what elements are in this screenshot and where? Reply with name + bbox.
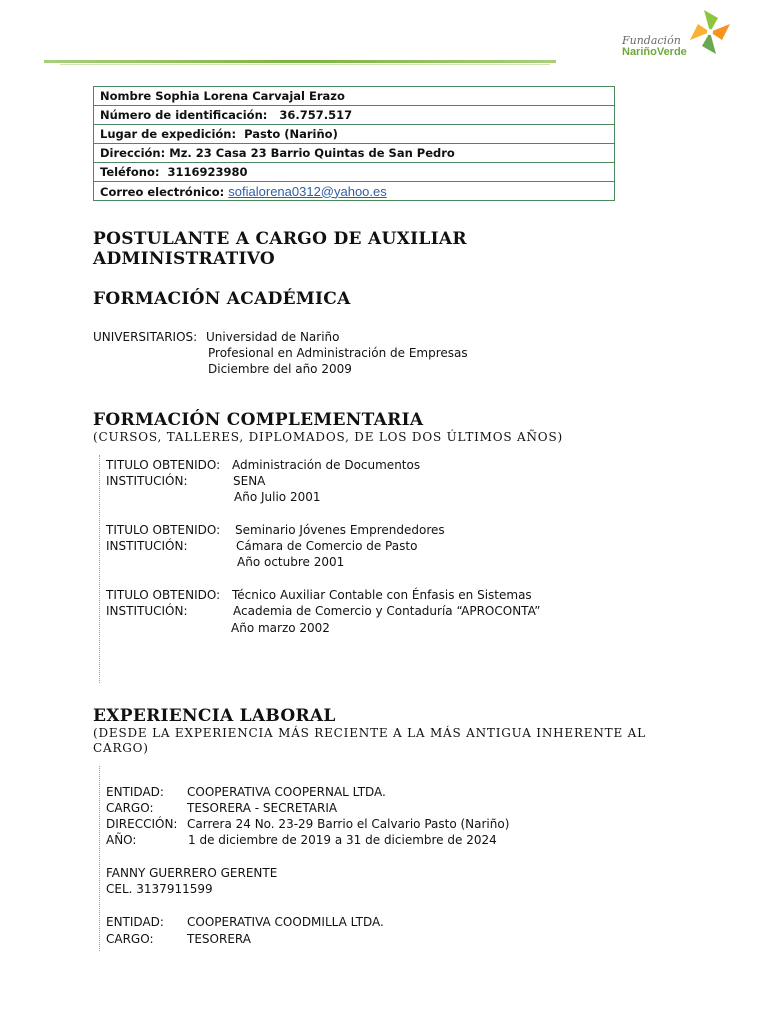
institucion-value: Cámara de Comercio de Pasto bbox=[236, 539, 418, 553]
logo-line-2: NariñoVerde bbox=[622, 46, 687, 58]
titulo-value: Administración de Documentos bbox=[232, 458, 421, 472]
entidad-label: ENTIDAD: bbox=[106, 915, 164, 929]
anio-value: Año octubre 2001 bbox=[237, 555, 345, 569]
titulo-label: TITULO OBTENIDO: bbox=[106, 588, 221, 602]
experiencia-laboral-subtitle: (DESDE LA EXPERIENCIA MÁS RECIENTE A LA MÁS ANTIGUA INHERENTE AL CARGO) bbox=[93, 726, 646, 755]
direccion-label: DIRECCIÓN: bbox=[106, 817, 178, 831]
formacion-complementaria-subtitle: (CURSOS, TALLERES, DIPLOMADOS, DE LOS DOS ÚLTIMOS AÑOS) bbox=[93, 430, 563, 444]
nombre-cell bbox=[94, 87, 615, 106]
titulo-label: TITULO OBTENIDO: bbox=[106, 523, 221, 537]
table-row bbox=[94, 163, 615, 182]
anio-label: AÑO: bbox=[106, 833, 137, 847]
table-row bbox=[94, 182, 615, 201]
anio-value: Año Julio 2001 bbox=[234, 490, 321, 504]
email-link[interactable]: sofialorena0312@yahoo.es bbox=[228, 183, 387, 199]
postulante-heading: POSTULANTE A CARGO DE AUXILIAR ADMINISTRATIVO bbox=[93, 229, 467, 269]
formacion-complementaria-heading: FORMACIÓN COMPLEMENTARIA bbox=[93, 410, 424, 430]
titulo-value: Seminario Jóvenes Emprendedores bbox=[235, 523, 445, 537]
entidad-value: COOPERATIVA COOPERNAL LTDA. bbox=[187, 785, 386, 799]
telefono-cell bbox=[94, 163, 615, 182]
titulo-value: Técnico Auxiliar Contable con Énfasis en Sistemas bbox=[232, 588, 532, 602]
fecha-grado-line: Diciembre del año 2009 bbox=[208, 362, 352, 376]
institucion-label: INSTITUCIÓN: bbox=[106, 604, 188, 618]
cargo-value: TESORERA - SECRETARIA bbox=[187, 801, 338, 815]
institucion-value: Academia de Comercio y Contaduría “APROCONTA” bbox=[233, 604, 541, 618]
telefono-value: 3116923980 bbox=[167, 165, 248, 179]
direccion-value: Mz. 23 Casa 23 Barrio Quintas de San Pedro bbox=[169, 146, 455, 160]
direccion-label: Dirección: bbox=[100, 146, 166, 160]
entidad-label: ENTIDAD: bbox=[106, 785, 164, 799]
table-row bbox=[94, 144, 615, 163]
table-row bbox=[94, 125, 615, 144]
telefono-label: Teléfono: bbox=[100, 165, 160, 179]
nombre-label: Nombre bbox=[100, 89, 152, 103]
header-rule bbox=[44, 60, 556, 63]
table-row bbox=[94, 106, 615, 125]
titulo-label: TITULO OBTENIDO: bbox=[106, 458, 221, 472]
fundacion-logo bbox=[612, 4, 736, 68]
id-cell bbox=[94, 106, 615, 125]
entidad-value: COOPERATIVA COODMILLA LTDA. bbox=[187, 915, 384, 929]
cargo-value: TESORERA bbox=[187, 932, 251, 946]
anio-value: Año marzo 2002 bbox=[231, 621, 330, 635]
lugar-cell bbox=[94, 125, 615, 144]
header-rule-shadow bbox=[60, 64, 550, 65]
section-rule bbox=[99, 455, 100, 683]
profesional-line: Profesional en Administración de Empresas bbox=[208, 346, 468, 360]
universidad-line: Universidad de Nariño bbox=[206, 330, 340, 344]
anio-value: 1 de diciembre de 2019 a 31 de diciembre de 2024 bbox=[188, 833, 497, 847]
institucion-label: INSTITUCIÓN: bbox=[106, 539, 188, 553]
correo-cell bbox=[94, 182, 615, 201]
direccion-value: Carrera 24 No. 23-29 Barrio el Calvario Pasto (Nariño) bbox=[187, 817, 510, 831]
institucion-value: SENA bbox=[233, 474, 266, 488]
lugar-label: Lugar de expedición: bbox=[100, 127, 237, 141]
id-label: Número de identificación: bbox=[100, 108, 268, 122]
formacion-academica-heading: FORMACIÓN ACADÉMICA bbox=[93, 289, 351, 309]
direccion-cell bbox=[94, 144, 615, 163]
personal-info-table bbox=[93, 86, 615, 201]
nombre-value: Sophia Lorena Carvajal Erazo bbox=[155, 89, 345, 103]
correo-label: Correo electrónico: bbox=[100, 184, 225, 199]
cargo-label: CARGO: bbox=[106, 932, 154, 946]
experiencia-laboral-heading: EXPERIENCIA LABORAL bbox=[93, 706, 336, 726]
section-rule bbox=[99, 766, 100, 951]
id-value: 36.757.517 bbox=[279, 108, 353, 122]
referencia-nombre: FANNY GUERRERO GERENTE bbox=[106, 866, 278, 880]
lugar-value: Pasto (Nariño) bbox=[244, 127, 338, 141]
logo-line-1: Fundación bbox=[622, 34, 681, 47]
cargo-label: CARGO: bbox=[106, 801, 154, 815]
universitarios-label: UNIVERSITARIOS: bbox=[93, 330, 198, 344]
referencia-celular: CEL. 3137911599 bbox=[106, 882, 213, 896]
table-row bbox=[94, 87, 615, 106]
institucion-label: INSTITUCIÓN: bbox=[106, 474, 188, 488]
